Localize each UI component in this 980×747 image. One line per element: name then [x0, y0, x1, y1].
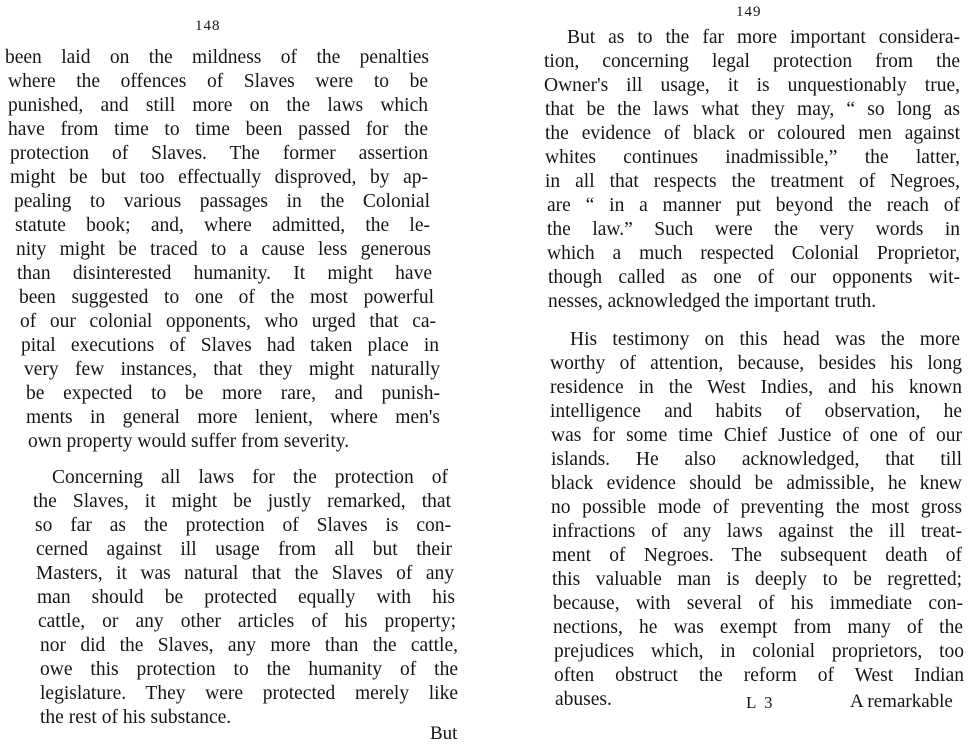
text-line: the Slaves, it might be justly remarked, that [33, 491, 451, 512]
text-line: have from time to time been passed for the [8, 119, 428, 140]
text-line: own property would suffer from severity. [28, 431, 350, 452]
text-line: this valuable man is deeply to be regretted; [552, 569, 962, 590]
text-line: nections, he was exempt from many of the [553, 617, 963, 638]
text-line: are “ in a manner put beyond the reach of [547, 195, 960, 216]
page-number: 149 [736, 4, 762, 20]
text-line: often obstruct the reform of West Indian [554, 665, 964, 686]
text-line: the law.” Such were the very words in [547, 219, 960, 240]
text-line: though called as one of our opponents wit- [548, 267, 960, 288]
text-line: intelligence and habits of observation, he [550, 401, 962, 422]
text-line: prejudices which, in colonial proprietors, too [554, 641, 964, 662]
text-line: which a much respected Colonial Proprietor, [547, 243, 960, 264]
text-line: tion, concerning legal protection from the [544, 51, 960, 72]
text-line: nor did the Slaves, any more than the cattle, [40, 635, 458, 656]
text-line: man should be protected equally with his [37, 587, 455, 608]
text-line: black evidence should be admissible, he knew [551, 473, 962, 494]
text-line: might be but too effectually disproved, by ap- [10, 167, 428, 188]
signature-mark: L 3 [746, 693, 775, 712]
text-line: owe this protection to the humanity of the [40, 659, 458, 680]
text-line: ments in general more lenient, where men's [26, 407, 440, 428]
text-line: Owner's ill usage, it is unquestionably true, [544, 75, 960, 96]
text-line: statute book; and, where admitted, the le- [15, 215, 430, 236]
text-line: of our colonial opponents, who urged that ca- [20, 311, 436, 332]
text-line: the evidence of black or coloured men against [545, 123, 960, 144]
text-line: His testimony on this head was the more [570, 329, 960, 350]
text-line: legislature. They were protected merely like [40, 683, 458, 704]
catchword: But [430, 723, 458, 744]
text-line: infractions of any laws against the ill treat- [552, 521, 962, 542]
text-line: pital executions of Slaves had taken place in [21, 335, 439, 356]
text-line: no possible mode of preventing the most gross [551, 497, 962, 518]
text-line: Concerning all laws for the protection of [52, 467, 448, 488]
text-line: protection of Slaves. The former assertion [10, 143, 428, 164]
text-line: nesses, acknowledged the important truth. [548, 291, 877, 312]
text-line: been laid on the mildness of the penalties [5, 47, 429, 68]
text-line: islands. He also acknowledged, that till [551, 449, 962, 470]
text-line: so far as the protection of Slaves is con- [35, 515, 451, 536]
text-line: been suggested to one of the most powerful [19, 287, 434, 308]
text-line: pealing to various passages in the Colonial [14, 191, 430, 212]
text-line: punished, and still more on the laws which [8, 95, 428, 116]
text-line: But as to the far more important considera- [567, 27, 960, 48]
catchword: A remarkable [850, 691, 953, 712]
text-line: cerned against ill usage from all but their [36, 539, 452, 560]
text-line: the rest of his substance. [40, 707, 232, 728]
text-line: than disinterested humanity. It might have [17, 263, 432, 284]
text-line: in all that respects the treatment of Negroes, [545, 171, 960, 192]
right-page [490, 0, 980, 747]
text-line: be expected to be more rare, and punish- [26, 383, 440, 404]
text-line: ment of Negroes. The subsequent death of [552, 545, 962, 566]
text-line: was for some time Chief Justice of one of our [551, 425, 962, 446]
text-line: that be the laws what they may, “ so long as [545, 99, 960, 120]
text-line: cattle, or any other articles of his property; [38, 611, 456, 632]
text-line: worthy of attention, because, besides his long [550, 353, 962, 374]
text-line: Masters, it was natural that the Slaves of any [36, 563, 454, 584]
text-line: very few instances, that they might naturally [24, 359, 440, 380]
text-line: because, with several of his immediate con- [553, 593, 963, 614]
text-line: nity might be traced to a cause less generous [16, 239, 431, 260]
text-line: whites continues inadmissible,” the latter, [545, 147, 960, 168]
text-line: where the offences of Slaves were to be [8, 71, 428, 92]
text-line: residence in the West Indies, and his known [550, 377, 962, 398]
text-line: abuses. [555, 689, 612, 710]
page-number: 148 [195, 18, 221, 34]
